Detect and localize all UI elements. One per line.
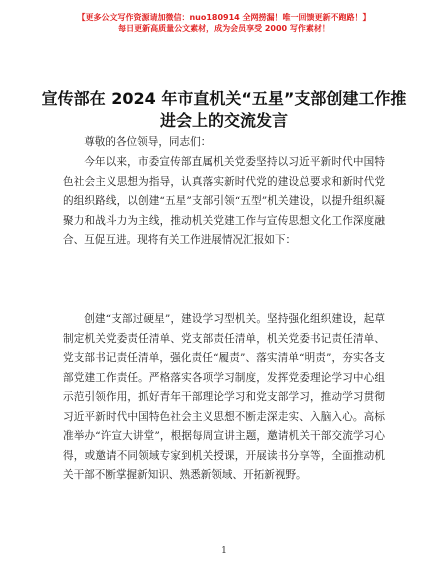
salutation-block [63,133,385,153]
promo-banner-line-2: 每日更新高质量公文素材，成为会员享受 2000 写作素材！ [118,24,330,33]
page-number: 1 [221,546,227,556]
paragraph-block-1 [63,153,385,251]
promo-banner [0,12,448,34]
document-title: 宣传部在 2024 年市直机关“五星”支部创建工作推进会上的交流发言 [41,89,407,130]
body-paragraph-1: 今年以来，市委宣传部直属机关党委坚持以习近平新时代中国特色社会主义思想为指导，认真落实新时代党的建设总要求和新时代党的组织路线，以创建“五星”支部引领“五型”机关建设，以提升组织凝聚力和战斗力为主线，推动机关党建工作与宣传思想文化工作深度融合、互促互进。现将有关工作进展情况汇报如下： [63,156,385,246]
body-paragraph-2: 创建“支部过硬星”，建设学习型机关。坚持强化组织建设，起草制定机关党委责任清单、党支部责任清单，机关党委书记责任清单、党支部书记责任清单，强化责任“履责”、落实清单“明责”，夯实各支部党建工作责任。严格落实各项学习制度，发挥党委理论学习中心组示范引领作用，抓好青年干部理论学习和党支部学习，推动学习贯彻习近平新时代中国特色社会主义思想不断走深走实、入脑入心。高标准举办“许宣大讲堂”，根据每周宣讲主题，邀请机关干部交流学习心得，或邀请不同领域专家到机关授课，开展读书分享等，全面推动机关干部不断掌握新知识、熟悉新领域、开拓新视野。 [63,313,385,481]
salutation: 尊敬的各位领导，同志们： [84,136,212,148]
paragraph-block-2 [63,310,385,486]
promo-banner-line-1: 【更多公文写作资源请加微信：nuo180914 全网捞漏！唯一回馈更新不跑路！】 [77,13,371,22]
